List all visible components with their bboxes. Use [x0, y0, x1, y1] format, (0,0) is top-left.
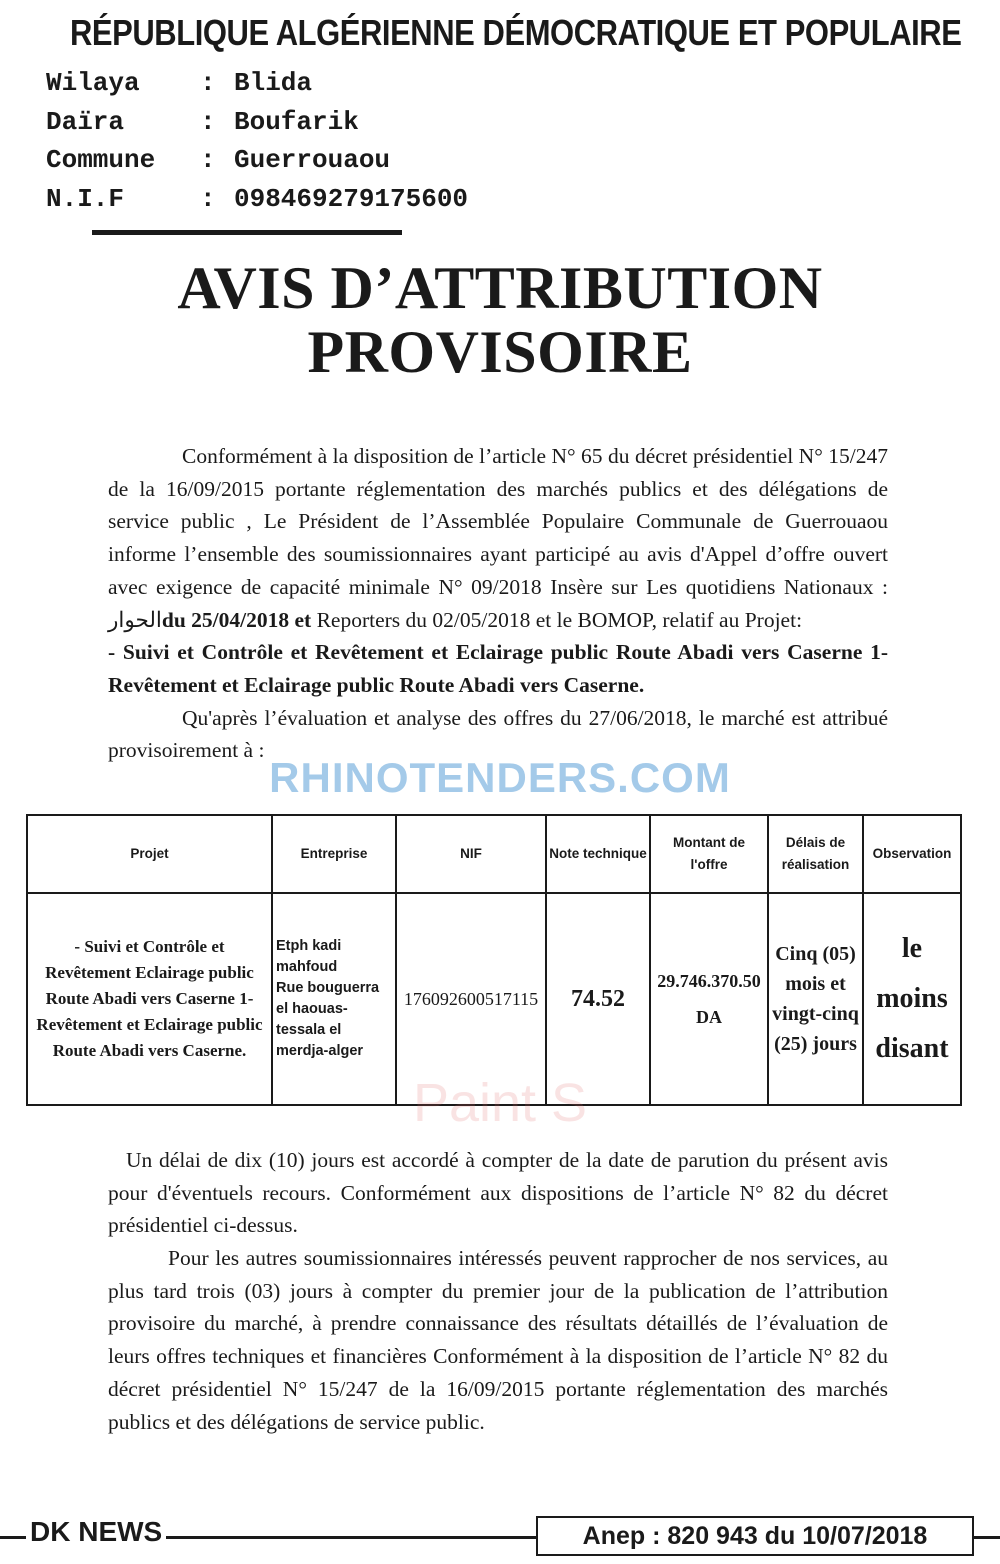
- info-value: Boufarik: [234, 106, 359, 137]
- publication-date: du 25/04/2018 et: [161, 607, 312, 632]
- info-label: Daïra: [46, 106, 125, 137]
- header-delais: Délais de réalisation: [768, 815, 863, 893]
- cell-observation: le moins disant: [863, 893, 961, 1105]
- company-name: Etph kadi mahfoud: [276, 938, 342, 975]
- header-projet: Projet: [27, 815, 272, 893]
- anep-reference: Anep : 820 943 du 10/07/2018: [536, 1516, 974, 1556]
- project-description: - Suivi et Contrôle et Revêtement et Eclairage public Route Abadi vers Caserne 1-Revêtement et Eclairage public Route Abadi vers Caserne.: [108, 640, 888, 697]
- header-divider: [92, 230, 402, 235]
- administrative-info: [46, 64, 468, 218]
- title-line-1: AVIS D’ATTRIBUTION: [177, 255, 823, 321]
- header-note: Note technique: [546, 815, 650, 893]
- info-row-wilaya: Wilaya : Blida: [46, 64, 468, 103]
- info-label: N.I.F: [46, 183, 125, 214]
- info-value: 098469279175600: [234, 183, 469, 214]
- company-address: Rue bouguerra el haouas-tessala el merdja-alger: [276, 980, 380, 1059]
- paint-watermark: Paint S: [412, 1073, 588, 1133]
- republic-heading: RÉPUBLIQUE ALGÉRIENNE DÉMOCRATIQUE ET POPULAIRE: [70, 12, 962, 53]
- cell-note: 74.52: [546, 893, 650, 1105]
- consultation-text: Pour les autres soumissionnaires intéressés peuvent rapprocher de nos services, au plus tard trois (03) jours à compter du premier jour de la publication de l’attribution provisoire du marché, à prendre connaissance des résultats détaillés de l’évaluation de leurs offres techniques et financières Conformément à la disposition de l’article N° 82 du décret présidentiel N° 15/247 de la 16/09/2015 portante réglementation des marchés publics et des délégations de service public.: [108, 1246, 888, 1434]
- info-row-commune: Commune : Guerrouaou: [46, 141, 468, 180]
- header-observation: Observation: [863, 815, 961, 893]
- intro-paragraph: [108, 440, 888, 767]
- info-value: Guerrouaou: [234, 145, 391, 175]
- info-label: Wilaya: [46, 68, 140, 98]
- header-nif: NIF: [396, 815, 546, 893]
- info-label: Commune: [46, 145, 156, 175]
- publisher-name: DK NEWS: [26, 1516, 166, 1548]
- site-watermark: RHINOTENDERS.COM: [269, 754, 731, 801]
- newspaper-name: الحوار: [108, 607, 162, 632]
- closing-paragraph-2: [108, 1242, 888, 1438]
- evaluation-text: Qu'après l’évaluation et analyse des offres du 27/06/2018, le marché est attribué provisoirement à :: [108, 705, 888, 763]
- header-montant: Montant de l'offre: [650, 815, 768, 893]
- intro-text: Conformément à la disposition de l’article N° 65 du décret présidentiel N° 15/247 de la 16/09/2015 portante réglementation des marchés publics et des délégations de service public , Le Président de l’Assemblée Populaire Communale de Guerrouaou informe l’ensemble des soumissionnaires ayant participé au avis d'Appel d’offre ouvert avec exigence de capacité minimale N° 09/2018 Insère sur Les quotidiens Nationaux : الحوارdu 25/04/2018 et Reporters du 02/05/2018 et le BOMOP, relatif au Projet:: [108, 444, 888, 632]
- cell-projet: - Suivi et Contrôle et Revêtement Eclairage public Route Abadi vers Caserne 1-Revêtement et Eclairage public Route Abadi vers Caserne.: [27, 893, 272, 1105]
- table-header-row: [27, 815, 961, 893]
- recourse-text: Un délai de dix (10) jours est accordé à compter de la date de parution du présent avis pour d'éventuels recours. Conformément aux dispositions de l’article N° 82 du décret présidentiel ci-dessus.: [108, 1148, 888, 1238]
- title-line-2: PROVISOIRE: [307, 319, 693, 385]
- closing-paragraph-1: [108, 1144, 888, 1242]
- info-row-daira: Daïra : Boufarik: [46, 103, 468, 142]
- cell-montant: 29.746.370.50 DA: [650, 893, 768, 1105]
- award-table: [26, 814, 962, 1106]
- header-entreprise: Entreprise: [272, 815, 396, 893]
- info-row-nif: N.I.F : 098469279175600: [46, 180, 468, 219]
- cell-nif: 176092600517115: [396, 893, 546, 1105]
- notice-title: [0, 256, 1000, 384]
- cell-delais: Cinq (05) mois et vingt-cinq (25) jours: [768, 893, 863, 1105]
- info-value: Blida: [234, 68, 313, 98]
